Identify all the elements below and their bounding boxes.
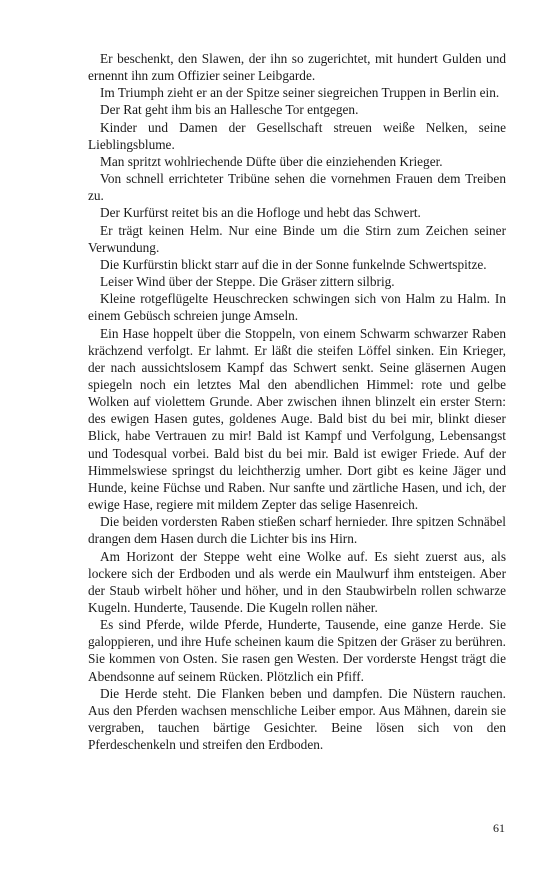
paragraph: Kinder und Damen der Gesellschaft streuen weiße Nelken, seine Lieblingsblume. [88, 119, 506, 152]
paragraph: Man spritzt wohlriechende Düfte über die einziehenden Krieger. [100, 153, 443, 169]
text-body [88, 50, 506, 753]
paragraph: Der Kurfürst reitet bis an die Hofloge und hebt das Schwert. [100, 205, 421, 221]
book-page [88, 50, 506, 753]
paragraph: Kleine rotgeflügelte Heuschrecken schwingen sich von Halm zu Halm. In einem Gebüsch schreien junge Amseln. [88, 291, 506, 324]
paragraph: Leiser Wind über der Steppe. Die Gräser zittern silbrig. [100, 274, 395, 290]
paragraph: Es sind Pferde, wilde Pferde, Hunderte, Tausende, eine ganze Herde. Sie galoppieren, und ihre Hufe scheinen kaum die Spitzen der Gräser zu berühren. Sie kommen von Osten. Sie rasen gen Westen. Der vorderste Hengst trägt die Abendsonne auf seinem Rücken. Plötzlich ein Pfiff. [88, 617, 506, 684]
paragraph: Von schnell errichteter Tribüne sehen die vornehmen Frauen dem Treiben zu. [88, 171, 506, 204]
paragraph: Im Triumph zieht er an der Spitze seiner siegreichen Truppen in Berlin ein. [100, 85, 500, 101]
paragraph: Er beschenkt, den Slawen, der ihn so zugerichtet, mit hundert Gulden und ernennt ihn zum Offizier seiner Leibgarde. [88, 51, 506, 84]
paragraph: Der Rat geht ihm bis an Hallesche Tor entgegen. [100, 102, 359, 118]
paragraph: Am Horizont der Steppe weht eine Wolke auf. Es sieht zuerst aus, als lockere sich der Erdboden und als werde ein Maulwurf ihm entsteigen. Aber der Staub wirbelt höher und höher, und in den Staubwirbeln rollen schwarze Kugeln. Hunderte, Tausende. Die Kugeln rollen näher. [88, 548, 506, 615]
paragraph: Die Herde steht. Die Flanken beben und dampfen. Die Nüstern rauchen. Aus den Pferden wachsen menschliche Leiber empor. Aus Mähnen, darein sie vergraben, tauchen bärtige Gesichter. Beine lösen sich von den Pferdeschenkeln und streifen den Erdboden. [88, 685, 506, 753]
paragraph: Die Kurfürstin blickt starr auf die in der Sonne funkelnde Schwertspitze. [100, 256, 487, 272]
page-number: 61 [493, 821, 505, 835]
paragraph: Ein Hase hoppelt über die Stoppeln, von einem Schwarm schwarzer Raben krächzend verfolgt. Er lahmt. Er läßt die steifen Löffel sinken. Ein Krieger, der nach aussichtslosem Kampf das Schwert senkt. Seine gläsernen Augen spiegeln noch ein letztes Mal den abendlichen Himmel: rote und gelbe Wolken auf violettem Grunde. Aber zwischen ihnen blinzelt ein erster Stern: des ewigen Hasen gutes, goldenes Auge. Bald bist du bei mir, blinkt dieser Blick, habe Vertrauen zu mir! Bald ist Kampf und Verfolgung, Lebensangst und Todesqual vorbei. Bald bist du bei mir. Bald ist ewiger Friede. Auf der Himmelswiese springst du leichtherzig umher. Dort gibt es keine Jäger und Hunde, keine Füchse und Raben. Nur sanfte und zärtliche Hasen, und ich, der ewige Hase, regiere mit mildem Zepter das selige Hasenreich. [88, 325, 506, 513]
paragraph: Die beiden vordersten Raben stießen scharf hernieder. Ihre spitzen Schnäbel drangen dem Hasen durch die Lichter bis ins Hirn. [88, 514, 506, 547]
paragraph: Er trägt keinen Helm. Nur eine Binde um die Stirn zum Zeichen seiner Verwundung. [88, 222, 506, 255]
